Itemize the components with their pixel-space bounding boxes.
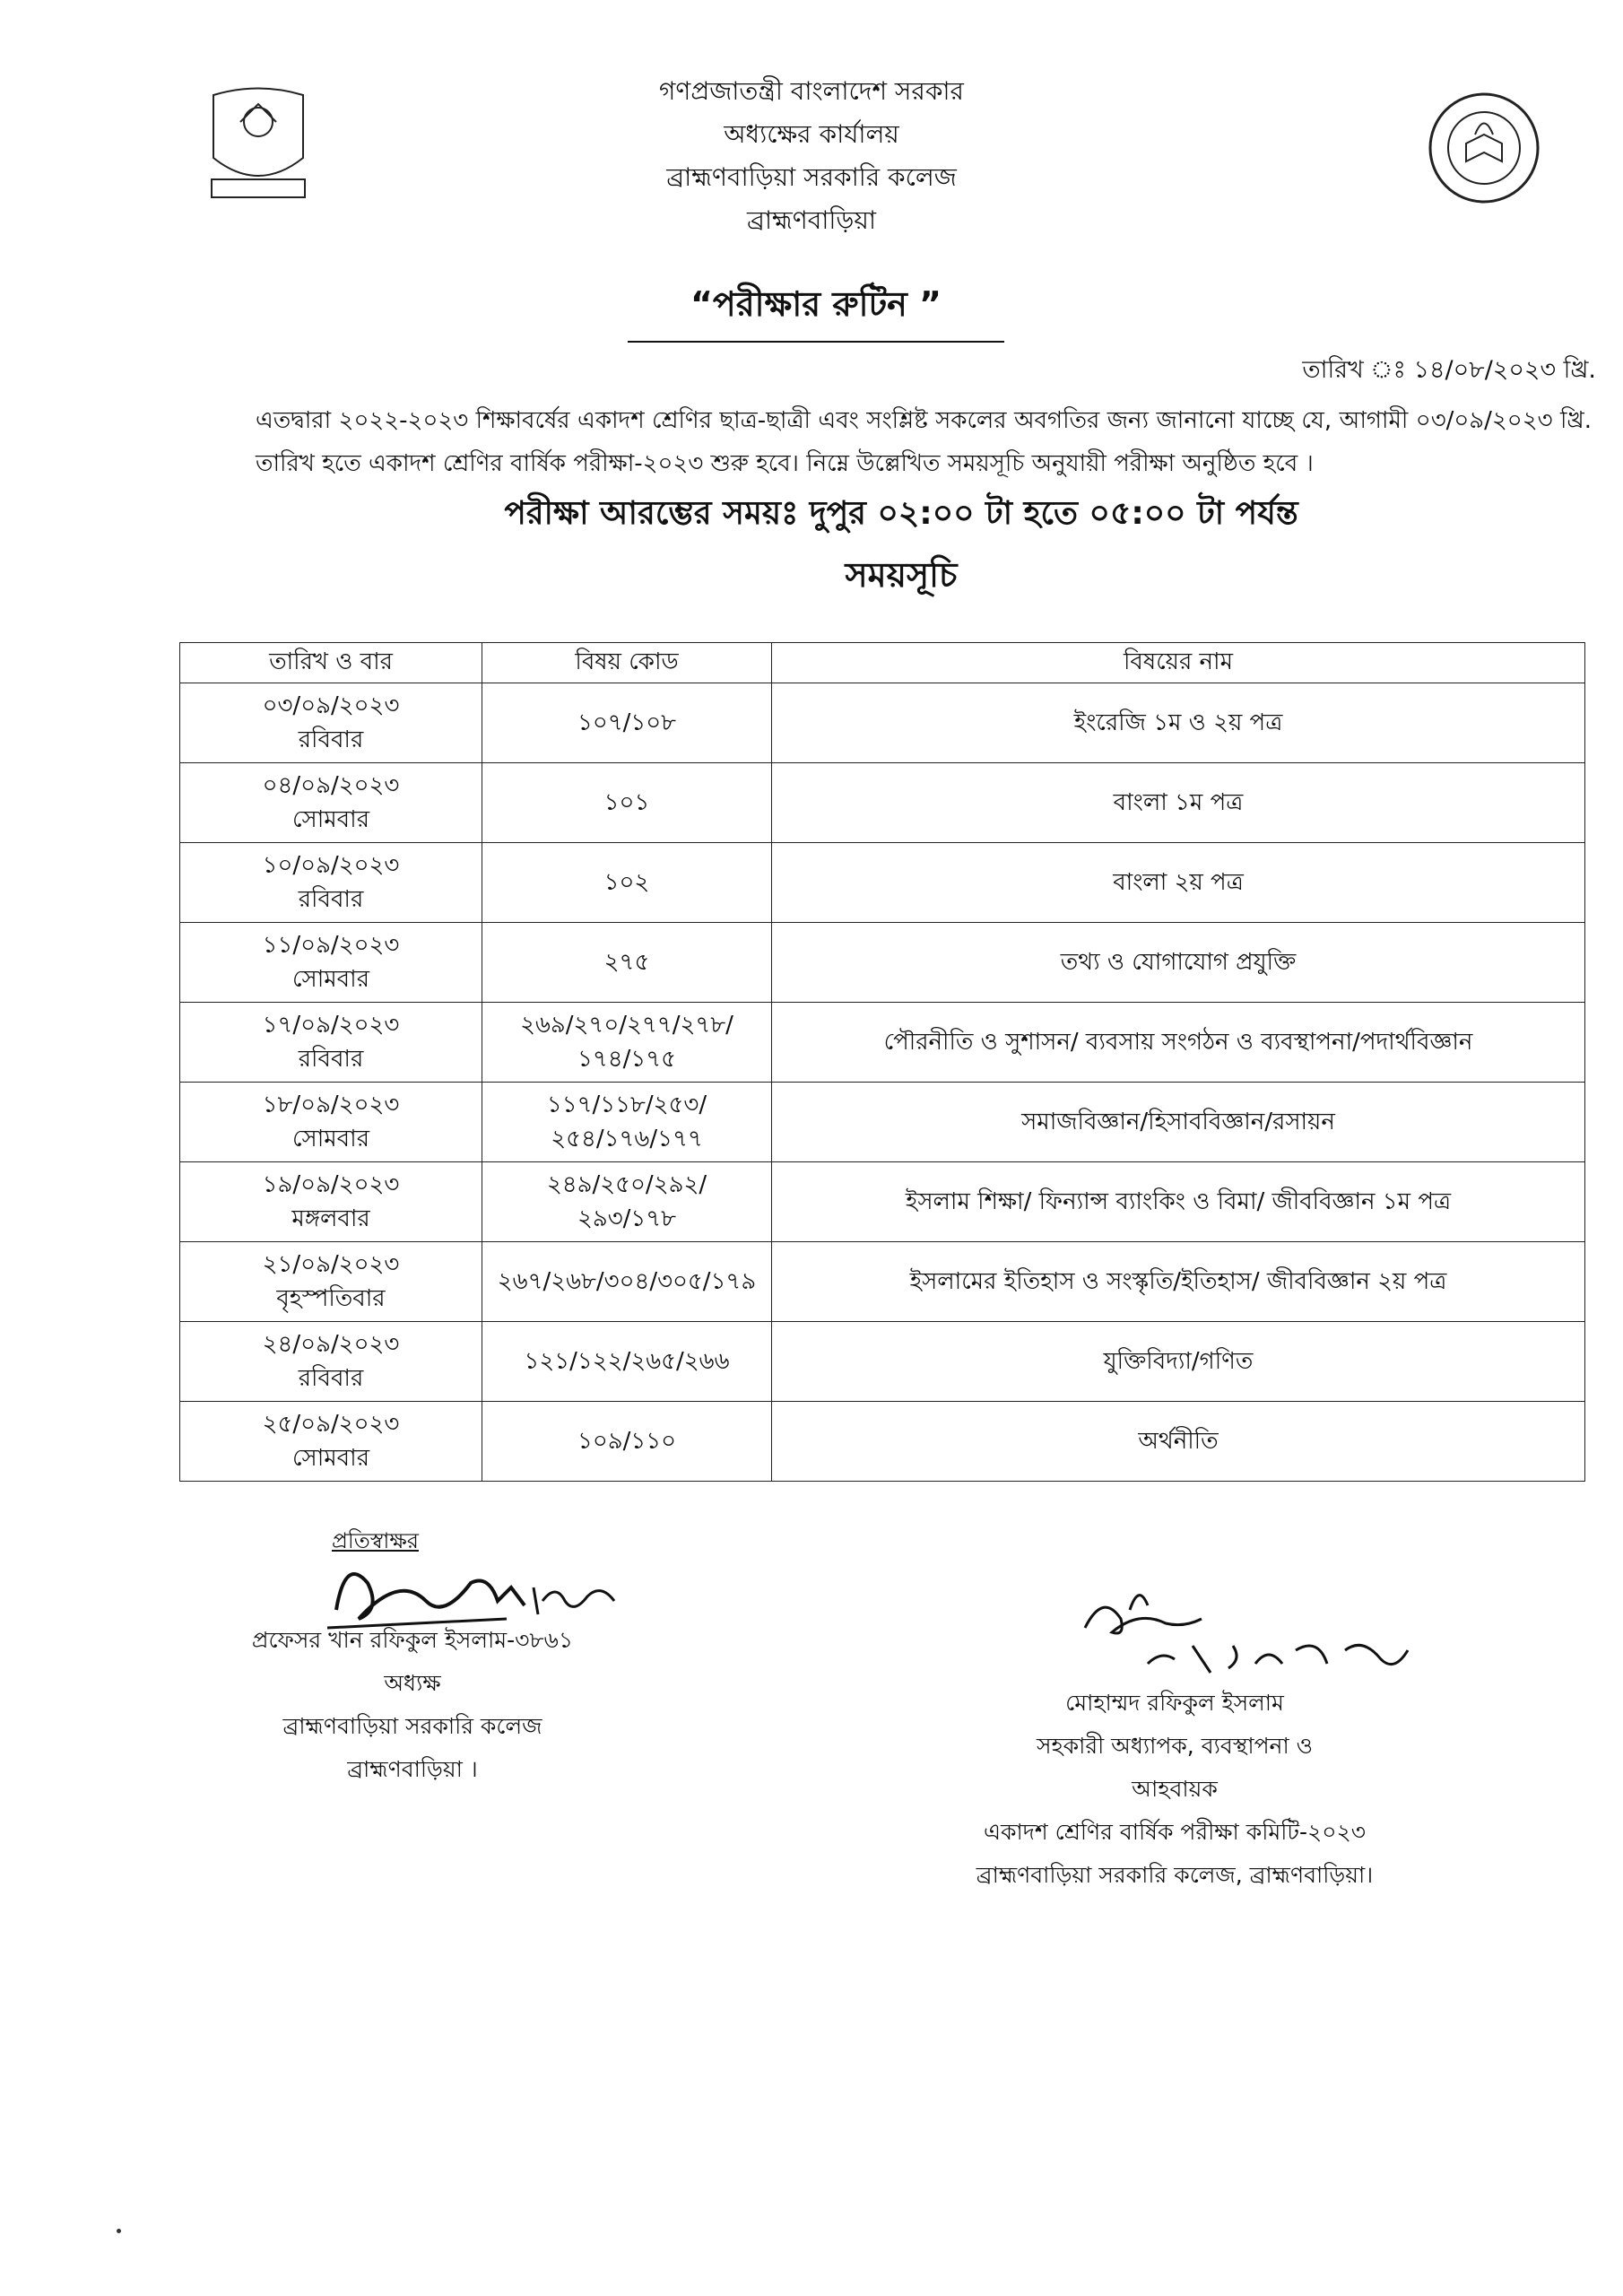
table-row [180,1162,1585,1242]
table-row [180,683,1585,763]
table-row [180,923,1585,1003]
subject-code-line1: ২৭৫ [603,949,650,976]
cell-date-day [180,1003,482,1083]
cell-subject-code [482,1162,772,1242]
principal-name: প্রফেসর খান রফিকুল ইসলাম-৩৮৬১ [251,1627,574,1653]
principal-block [179,1619,646,1791]
table-row [180,843,1585,923]
exam-day: মঙ্গলবার [291,1205,370,1232]
schedule-table [179,642,1585,1482]
cell-subject-code [482,763,772,843]
subject-code-line1: ১২১/১২২/২৬৫/২৬৬ [524,1348,730,1375]
document-date: তারিখ ঃ ১৪/০৮/২০২৩ খ্রি. [1302,356,1596,384]
convener-designation: সহকারী অধ্যাপক, ব্যবস্থাপনা ও [1036,1733,1314,1759]
exam-day: সোমবার [291,806,369,833]
cell-date-day [180,1083,482,1162]
cell-subject-name: ইসলাম শিক্ষা/ ফিন্যান্স ব্যাংকিং ও বিমা/ জীববিজ্ঞান ১ম পত্র [772,1162,1585,1242]
cell-subject-name: যুক্তিবিদ্যা/গণিত [772,1322,1585,1402]
subject-code-line1: ১১৭/১১৮/২৫৩/ [546,1091,707,1118]
exam-date: ২৫/০৯/২০২৩ [262,1411,400,1438]
exam-date: ০৩/০৯/২০২৩ [262,692,400,719]
table-row [180,763,1585,843]
cell-date-day [180,843,482,923]
table-row [180,1003,1585,1083]
cell-subject-name: তথ্য ও যোগাযোগ প্রযুক্তি [772,923,1585,1003]
exam-day: সোমবার [291,1445,369,1472]
exam-date: ১৮/০৯/২০২৩ [262,1091,400,1118]
exam-day: রবিবার [298,1365,364,1392]
cell-date-day [180,1322,482,1402]
subject-code-line2: ১৭৪/১৭৫ [577,1046,677,1073]
document-title: “পরীক্ষার রুটিন ” [628,278,1004,343]
cell-subject-name: অর্থনীতি [772,1402,1585,1482]
cell-subject-name: ইসলামের ইতিহাস ও সংস্কৃতি/ইতিহাস/ জীববিজ্ঞান ২য় পত্র [772,1242,1585,1322]
subject-code-line1: ২৪৯/২৫০/২৯২/ [546,1171,707,1198]
header-subject-code: বিষয় কোড [482,643,772,683]
header-date-day: তারিখ ও বার [180,643,482,683]
notice-paragraph: এতদ্বারা ২০২২-২০২৩ শিক্ষাবর্ষের একাদশ শ্রেণির ছাত্র-ছাত্রী এবং সংশ্লিষ্ট সকলের অবগতির জন্য জানানো যাচ্ছে যে, আগামী ০৩/০৯/২০২৩ খ্রি. তারিখ হতে একাদশ শ্রেণির বার্ষিক পরীক্ষা-২০২৩ শুরু হবে। নিম্নে উল্লেখিত সময়সূচি অনুযায়ী পরীক্ষা অনুষ্ঠিত হবে । [256,407,1592,477]
header-city: ব্রাহ্মণবাড়িয়া [746,205,877,235]
table-row [180,1083,1585,1162]
cell-subject-code [482,1402,772,1482]
cell-date-day [180,1402,482,1482]
convener-name: মোহাম্মদ রফিকুল ইসলাম [1065,1690,1284,1716]
subject-code-line1: ১০৭/১০৮ [577,709,677,736]
exam-day: রবিবার [298,726,364,753]
cell-subject-name: বাংলা ২য় পত্র [772,843,1585,923]
cell-subject-code [482,1003,772,1083]
subject-code-line2: ২৯৩/১৭৮ [577,1205,677,1232]
cell-date-day [180,683,482,763]
cell-subject-name: ইংরেজি ১ম ও ২য় পত্র [772,683,1585,763]
header-subject-name: বিষয়ের নাম [772,643,1585,683]
exam-date: ১০/০৯/২০২৩ [262,852,400,879]
college-seal-right [1426,90,1542,206]
exam-date: ১৭/০৯/২০২৩ [262,1012,400,1039]
cell-subject-code [482,1322,772,1402]
exam-date: ২৪/০৯/২০২৩ [262,1331,400,1358]
cell-date-day [180,1242,482,1322]
exam-date: ১১/০৯/২০২৩ [262,932,400,959]
convener-committee: একাদশ শ্রেণির বার্ষিক পরীক্ষা কমিটি-২০২৩ [983,1819,1367,1845]
header-government: গণপ্রজাতন্ত্রী বাংলাদেশ সরকার [659,76,964,106]
exam-date: ২১/০৯/২০২৩ [262,1251,400,1278]
principal-designation: অধ্যক্ষ [384,1670,441,1696]
schedule-heading: সময়সূচি [845,555,958,595]
cell-date-day [180,1162,482,1242]
cell-subject-code [482,1242,772,1322]
table-row [180,1402,1585,1482]
subject-code-line1: ১০৯/১১০ [577,1428,677,1455]
cell-subject-code [482,843,772,923]
principal-college: ব্রাহ্মণবাড়িয়া সরকারি কলেজ [282,1713,542,1739]
cell-subject-code [482,1083,772,1162]
exam-date: ০৪/০৯/২০২৩ [262,772,400,799]
subject-code-line1: ১০১ [603,789,650,816]
countersign-label: প্রতিস্বাক্ষর [332,1528,419,1553]
subject-code-line1: ২৬৭/২৬৮/৩০৪/৩০৫/১৭৯ [497,1268,757,1295]
convener-block [897,1682,1453,1897]
cell-date-day [180,763,482,843]
cell-subject-name: বাংলা ১ম পত্র [772,763,1585,843]
college-logo-left [204,86,312,203]
subject-code-line1: ২৬৯/২৭০/২৭৭/২৭৮/ [520,1012,733,1039]
convener-college: ব্রাহ্মণবাড়িয়া সরকারি কলেজ, ব্রাহ্মণবাড়িয়া। [976,1862,1374,1888]
header-college: ব্রাহ্মণবাড়িয়া সরকারি কলেজ [666,162,957,192]
principal-city: ব্রাহ্মণবাড়িয়া । [347,1756,478,1782]
exam-day: বৃহস্পতিবার [276,1285,386,1312]
exam-time: পরীক্ষা আরম্ভের সময়ঃ দুপুর ০২:০০ টা হতে ০৫:০০ টা পর্যন্ত [504,495,1298,532]
subject-code-line1: ১০২ [603,869,650,896]
header-office: অধ্যক্ষের কার্যালয় [724,119,899,149]
cell-date-day [180,923,482,1003]
table-header-row [180,643,1585,683]
exam-date: ১৯/০৯/২০২৩ [262,1171,400,1198]
table-row [180,1242,1585,1322]
cell-subject-name: পৌরনীতি ও সুশাসন/ ব্যবসায় সংগঠন ও ব্যবস্থাপনা/পদার্থবিজ্ঞান [772,1003,1585,1083]
convener-role: আহবায়ক [1132,1776,1218,1802]
subject-code-line2: ২৫৪/১৭৬/১৭৭ [551,1126,703,1152]
table-row [180,1322,1585,1402]
exam-day: সোমবার [291,1126,369,1152]
cell-subject-name: সমাজবিজ্ঞান/হিসাববিজ্ঞান/রসায়ন [772,1083,1585,1162]
cell-subject-code [482,923,772,1003]
page-mark [117,2229,121,2233]
exam-day: সোমবার [291,966,369,993]
exam-day: রবিবার [298,886,364,913]
exam-day: রবিবার [298,1046,364,1073]
cell-subject-code [482,683,772,763]
convener-signature [1076,1574,1426,1682]
